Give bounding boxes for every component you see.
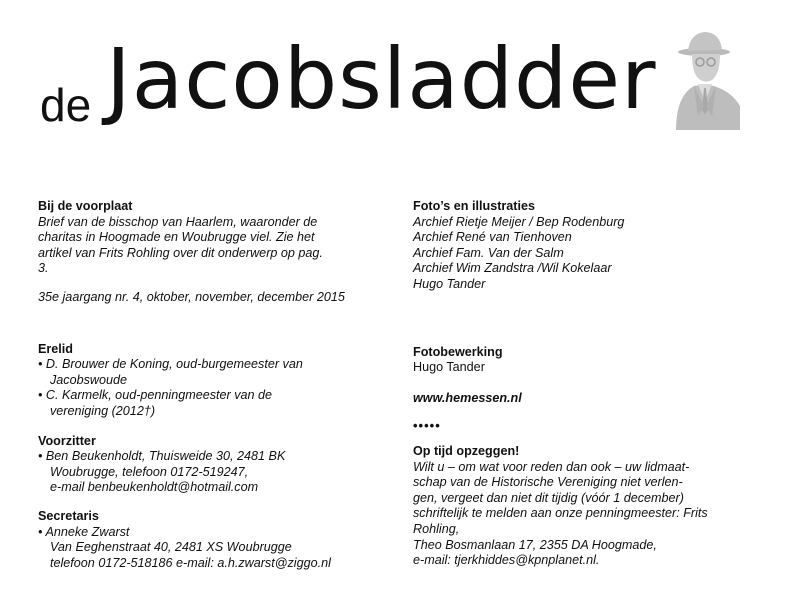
edition-info: 35e jaargang nr. 4, oktober, november, december 2015 [38, 289, 345, 304]
photo-credit: Archief René van Tienhoven [413, 230, 572, 245]
erelid-item-cont: vereniging (2012†) [50, 403, 156, 418]
photos-section [413, 199, 773, 293]
secretaris-heading: Secretaris [38, 508, 99, 523]
spacer [413, 376, 773, 391]
erelid-item: • C. Karmelk, oud-penningmeester van de [38, 388, 273, 403]
spacer [38, 277, 378, 290]
erelid-item-cont: Jacobswoude [50, 372, 128, 387]
cover-heading: Bij de voorplaat [38, 199, 133, 213]
fotobewerking-heading: Fotobewerking [413, 344, 503, 359]
left-column [38, 199, 378, 571]
secretaris-line: Van Eeghenstraat 40, 2481 XS Woubrugge [50, 540, 292, 555]
voorzitter-heading: Voorzitter [38, 433, 96, 448]
opzeggen-heading: Op tijd opzeggen! [413, 443, 520, 458]
fotobewerking-section [413, 345, 773, 376]
masthead-prefix: de [40, 79, 92, 131]
fotobewerking-name: Hugo Tander [413, 360, 485, 375]
spacer [38, 306, 378, 342]
spacer [38, 496, 378, 509]
photo-credit: Archief Rietje Meijer / Bep Rodenburg [413, 214, 625, 229]
cover-line: artikel van Frits Rohling over dit onderwerp op pag. [38, 245, 323, 260]
photo-credit: Archief Fam. Van der Salm [413, 245, 564, 260]
opzeggen-email: e-mail: tjerkhiddes@kpnplanet.nl. [413, 553, 600, 568]
photo-credit: Hugo Tander [413, 276, 486, 291]
opzeggen-line: Theo Bosmanlaan 17, 2355 DA Hoogmade, [413, 537, 657, 552]
masthead-title: Jacobsladder [106, 30, 657, 128]
voorzitter-line: • Ben Beukenholdt, Thuisweide 30, 2481 BK [38, 449, 286, 464]
erelid-section [38, 342, 378, 420]
opzeggen-line: Wilt u – om wat voor reden dan ook – uw lidmaat- [413, 459, 690, 474]
spacer [413, 434, 773, 444]
opzeggen-line: schriftelijk te melden aan onze penningmeester: Frits [413, 506, 708, 521]
man-with-hat-silhouette-icon [668, 26, 748, 130]
voorzitter-email: e-mail benbeukenholdt@hotmail.com [50, 480, 259, 495]
spacer [413, 293, 773, 345]
erelid-heading: Erelid [38, 341, 73, 356]
separator-dots: ••••• [413, 418, 441, 434]
erelid-item: • D. Brouwer de Koning, oud-burgemeester van [38, 357, 303, 372]
opzeggen-line: Rohling, [413, 521, 460, 536]
secretaris-line: • Anneke Zwarst [38, 524, 130, 539]
voorzitter-line: Woubrugge, telefoon 0172-519247, [50, 464, 249, 479]
secretaris-contact: telefoon 0172-518186 e-mail: a.h.zwarst@ziggo.nl [50, 555, 331, 570]
voorzitter-section [38, 434, 378, 496]
opzeggen-section [413, 444, 773, 569]
secretaris-section [38, 509, 378, 571]
masthead [0, 0, 788, 140]
photos-heading: Foto’s en illustraties [413, 199, 535, 213]
opzeggen-line: gen, vergeet dan niet dit tijdig (vóór 1 december) [413, 490, 684, 505]
cover-section [38, 199, 378, 306]
website-link[interactable]: www.hemessen.nl [413, 390, 522, 405]
right-column [413, 199, 773, 569]
spacer [38, 420, 378, 434]
opzeggen-line: schap van de Historische Vereniging niet verlen- [413, 475, 683, 490]
spacer [413, 406, 773, 418]
cover-line: Brief van de bisschop van Haarlem, waaronder de [38, 214, 318, 229]
cover-line: charitas in Hoogmade en Woubrugge viel. Zie het [38, 230, 315, 245]
cover-line: 3. [38, 261, 49, 276]
photo-credit: Archief Wim Zandstra /Wil Kokelaar [413, 261, 612, 276]
